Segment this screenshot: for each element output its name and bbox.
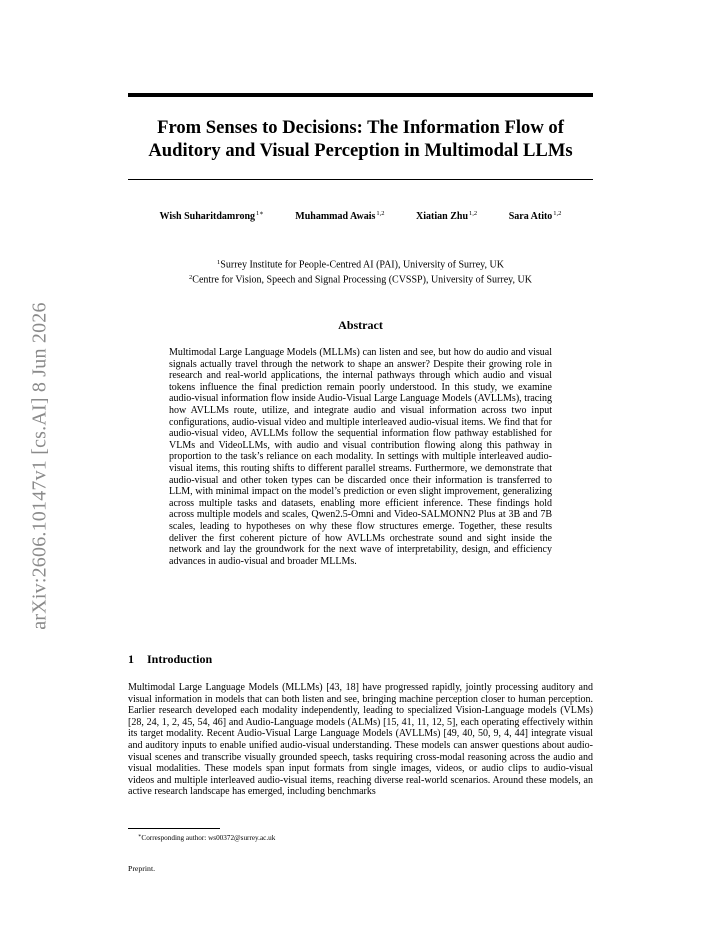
title-line-1: From Senses to Decisions: The Information Flow of [157, 117, 564, 138]
affiliation-text: Centre for Vision, Speech and Signal Processing (CVSSP), University of Surrey, UK [192, 274, 532, 286]
footnote-text: Corresponding author: ws00372@surrey.ac.uk [141, 834, 276, 842]
preprint-label: Preprint. [128, 864, 156, 873]
affiliation-line [128, 257, 593, 272]
footnote [138, 832, 275, 843]
title-top-rule [128, 93, 593, 97]
author-name: Wish Suharitdamrong [159, 211, 256, 222]
abstract-heading: Abstract [338, 318, 383, 332]
author [509, 210, 562, 222]
affiliation-line [128, 272, 593, 287]
author-affil-mark: 1,2 [376, 210, 385, 217]
author-list [128, 209, 593, 222]
author-name: Sara Atito [508, 211, 553, 222]
title-bottom-rule [128, 179, 593, 180]
author-affil-mark: 1∗ [256, 210, 264, 217]
author-name: Xiatian Zhu [416, 211, 469, 222]
footnote-rule [128, 828, 220, 829]
author [295, 210, 384, 222]
arxiv-id-stamp[interactable]: arXiv:2606.10147v1 [cs.AI] 8 Jun 2026 [28, 302, 51, 630]
paper-title [128, 116, 593, 162]
section-number: 1 [128, 652, 134, 666]
introduction-body: Multimodal Large Language Models (MLLMs) [43, 18] have progressed rapidly, jointly processing auditory and visual information in models that can both listen and see, bringing machine perception closer to human perception. Earlier research developed each modality independently, leading to specialized Vision-Language models (VLMs) [28, 24, 1, 2, 45, 54, 46] and Audio-Language models (ALMs) [15, 41, 11, 12, 5], each operating effectively within its target modality. Recent Audio-Visual Large Language Models (AVLLMs) [49, 40, 50, 9, 4, 44] integrate visual and auditory inputs to enable unified audio-visual understanding. These models can answer questions about audio-visual scenes and transcribe visually grounded speech, tasks requiring cross-modal reasoning across the audio and visual modalities. These models span input formats from single images, videos, or audio clips to audio-visual videos and multiple interleaved audio-visual items, reaching diverse real-world scenarios. Around these models, an active research landscape has emerged, including benchmarks [128, 682, 593, 798]
section-title: Introduction [147, 652, 213, 666]
author-name: Muhammad Awais [295, 211, 376, 222]
affiliation-mark: 1 [217, 259, 221, 266]
author [160, 209, 264, 222]
affiliation-mark: 2 [189, 274, 193, 281]
author [416, 210, 477, 222]
abstract-body: Multimodal Large Language Models (MLLMs) can listen and see, but how do audio and visual signals actually travel through the network to shape an answer? Despite their growing role in research and real-world applications, the internal pathways through which audio and visual tokens influence the final prediction remain poorly understood. In this study, we examine audio-visual information flow inside Audio-Visual Large Language Models (AVLLMs), tracing how AVLLMs route, utilize, and integrate audio and visual information across two input configurations, audio-visual video and multiple interleaved audio-visual items. We find that for audio-visual video, AVLLMs follow the sequential information flow pathway established for VLMs and VideoLLMs, with audio and visual contribution flowing along this pathway in proportion to the task’s reliance on each modality. In settings with multiple interleaved audio-visual items, this routing shifts to different parallel streams. Furthermore, we demonstrate that audio-visual and other token types can be discarded once their information is transferred to LLM, with minimal impact on the model’s prediction or even slight improvement, generalizing across multiple tasks and datasets, enabling more efficient inference. These findings hold across multiple models and scales, Qwen2.5-Omni and Video-SALMONN2 Plus at 3B and 7B scales, leading to hypotheses on why these flow structures emerge. Together, these results deliver the first coherent picture of how AVLLMs orchestrate sound and sight inside the network and lay the groundwork for the next wave of interpretability, design, and efficiency advances in audio-visual and broader MLLMs. [169, 347, 552, 567]
section-heading-introduction [128, 652, 212, 667]
footnote-mark: ∗ [138, 834, 142, 839]
affiliations [128, 257, 593, 287]
title-line-2: Auditory and Visual Perception in Multimodal LLMs [148, 140, 573, 161]
author-affil-mark: 1,2 [553, 210, 562, 217]
author-affil-mark: 1,2 [469, 210, 478, 217]
affiliation-text: Surrey Institute for People-Centred AI (PAI), University of Surrey, UK [220, 259, 504, 271]
